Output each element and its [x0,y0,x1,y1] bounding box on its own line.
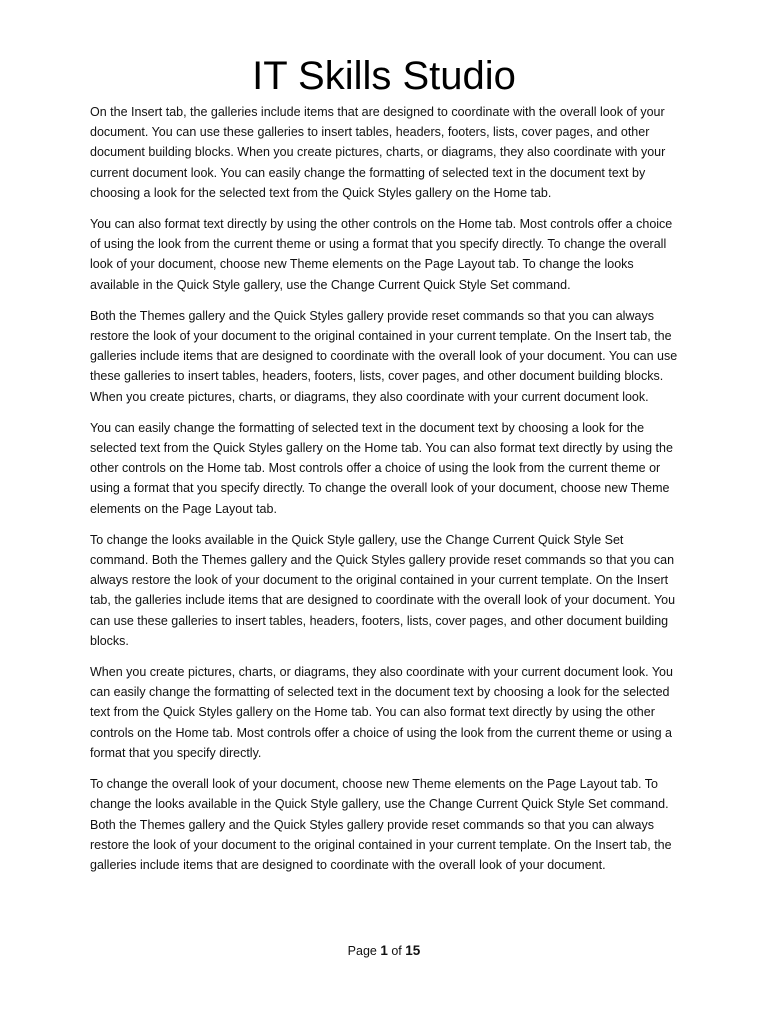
paragraph: You can easily change the formatting of selected text in the document text by choosing a look for the selected text from the Quick Styles gallery on the Home tab. You can also format text directly by using the other controls on the Home tab. Most controls offer a choice of using the look from the current theme or using a format that you specify directly. To change the overall look of your document, choose new Theme elements on the Page Layout tab. [90,420,673,516]
document-body [90,102,680,886]
current-page-number: 1 [380,943,388,958]
page-label: Page [347,944,377,958]
paragraph: On the Insert tab, the galleries include items that are designed to coordinate with the overall look of your document. You can use these galleries to insert tables, headers, footers, lists, cover pages, and other document building blocks. When you create pictures, charts, or diagrams, they also coordinate with your current document look. You can easily change the formatting of selected text in the document text by choosing a look for the selected text from the Quick Styles gallery on the Home tab. [90,105,666,200]
paragraph: When you create pictures, charts, or diagrams, they also coordinate with your current document look. You can easily change the formatting of selected text in the document text by choosing a look for the selected text from the Quick Styles gallery on the Home tab. You can also format text directly by using the other controls on the Home tab. Most controls offer a choice of using the look from the current theme or using a format that you specify directly. [90,665,673,760]
total-pages-number: 15 [405,943,421,958]
paragraph: Both the Themes gallery and the Quick Styles gallery provide reset commands so that you can always restore the look of your document to the original contained in your current template. On the Insert tab, the galleries include items that are designed to coordinate with the overall look of your document. You can use these galleries to insert tables, headers, footers, lists, cover pages, and other document building blocks. When you create pictures, charts, or diagrams, they also coordinate with your current document look. [90,308,678,404]
paragraph: You can also format text directly by using the other controls on the Home tab. Most controls offer a choice of using the look from the current theme or using a format that you specify directly. To change the overall look of your document, choose new Theme elements on the Page Layout tab. To change the looks available in the Quick Style gallery, use the Change Current Quick Style Set command. [90,217,673,292]
document-title: IT Skills Studio [252,54,516,98]
of-label: of [391,944,402,958]
page-number-footer [0,941,768,961]
paragraph: To change the overall look of your document, choose new Theme elements on the Page Layout tab. To change the looks available in the Quick Style gallery, use the Change Current Quick Style Set command. Both the Themes gallery and the Quick Styles gallery provide reset commands so that you can always restore the look of your document to the original contained in your current template. On the Insert tab, the galleries include items that are designed to coordinate with the overall look of your document. [90,777,672,872]
paragraph: To change the looks available in the Quick Style gallery, use the Change Current Quick Style Set command. Both the Themes gallery and the Quick Styles gallery provide reset commands so that you can always restore the look of your document to the original contained in your current template. On the Insert tab, the galleries include items that are designed to coordinate with the overall look of your document. You can use these galleries to insert tables, headers, footers, lists, cover pages, and other document building blocks. [90,532,676,648]
